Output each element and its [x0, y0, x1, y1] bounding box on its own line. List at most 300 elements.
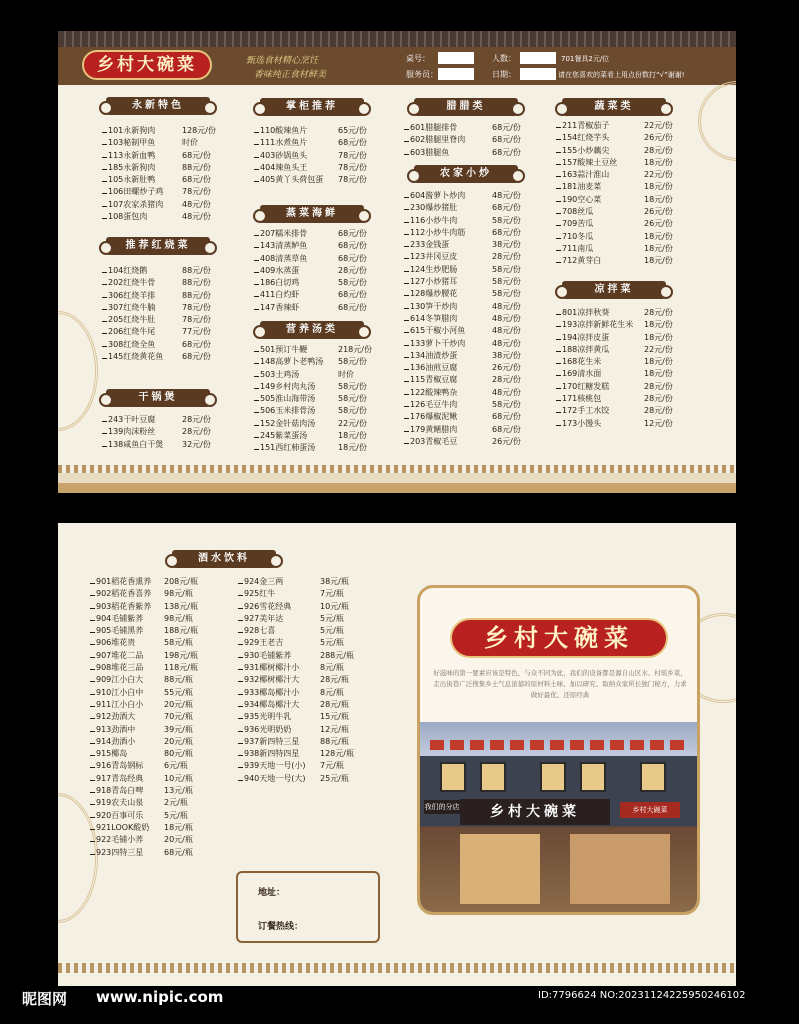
menu-item-name: 919农夫山泉 — [96, 798, 144, 808]
menu-item[interactable] — [90, 588, 193, 600]
order-checkbox[interactable] — [238, 775, 243, 781]
order-checkbox[interactable] — [90, 578, 95, 584]
order-checkbox[interactable] — [90, 849, 95, 855]
menu-item-name: 709苦瓜 — [562, 219, 594, 229]
watermark-url: www.nipic.com — [96, 988, 224, 1006]
order-checkbox[interactable] — [102, 152, 107, 158]
menu-item[interactable] — [404, 288, 521, 300]
menu-item-name: 935光明牛乳 — [244, 712, 292, 722]
menu-item[interactable] — [404, 190, 521, 202]
order-checkbox[interactable] — [404, 136, 409, 142]
menu-item-name: 188凉拌黄瓜 — [562, 344, 610, 354]
order-checkbox[interactable] — [556, 122, 561, 128]
order-checkbox[interactable] — [90, 652, 95, 658]
order-checkbox[interactable] — [254, 444, 259, 450]
menu-item[interactable] — [102, 199, 211, 211]
order-checkbox[interactable] — [556, 183, 561, 189]
menu-item[interactable] — [404, 215, 521, 227]
order-checkbox[interactable] — [556, 208, 561, 214]
order-checkbox[interactable] — [102, 127, 107, 133]
order-checkbox[interactable] — [404, 290, 409, 296]
order-checkbox[interactable] — [102, 304, 107, 310]
menu-item[interactable] — [556, 181, 673, 193]
menu-item-name: 922毛铺小荞 — [96, 835, 144, 845]
order-checkbox[interactable] — [254, 242, 259, 248]
order-checkbox[interactable] — [238, 676, 243, 682]
menu-item[interactable] — [404, 264, 521, 276]
menu-item-price: 28元/份 — [182, 415, 211, 424]
order-checkbox[interactable] — [404, 376, 409, 382]
menu-item[interactable] — [102, 414, 211, 426]
menu-item-name: 918青岛白啤 — [96, 786, 144, 796]
order-checkbox[interactable] — [90, 762, 95, 768]
order-checkbox[interactable] — [102, 213, 107, 219]
order-checkbox[interactable] — [102, 201, 107, 207]
menu-item[interactable] — [556, 319, 673, 331]
order-checkbox[interactable] — [102, 353, 107, 359]
menu-item[interactable] — [102, 186, 211, 198]
menu-item-name: 934椰岛椰汁大 — [244, 699, 300, 709]
menu-item-name: 932椰树椰汁大 — [244, 675, 300, 685]
order-checkbox[interactable] — [404, 241, 409, 247]
order-checkbox[interactable] — [254, 371, 259, 377]
order-checkbox[interactable] — [238, 652, 243, 658]
menu-item-name: 931椰树椰汁小 — [244, 663, 300, 673]
order-checkbox[interactable] — [90, 664, 95, 670]
menu-item[interactable] — [102, 326, 211, 338]
order-checkbox[interactable] — [404, 315, 409, 321]
menu-item[interactable] — [238, 674, 349, 686]
menu-item[interactable] — [90, 576, 198, 588]
menu-item[interactable] — [254, 150, 367, 162]
order-checkbox[interactable] — [102, 279, 107, 285]
order-checkbox[interactable] — [90, 738, 95, 744]
menu-item[interactable] — [238, 736, 349, 748]
menu-item[interactable] — [90, 847, 193, 859]
order-checkbox[interactable] — [90, 812, 95, 818]
order-checkbox[interactable] — [254, 279, 259, 285]
menu-item[interactable] — [404, 122, 521, 134]
order-checkbox[interactable] — [102, 164, 107, 170]
order-checkbox[interactable] — [102, 341, 107, 347]
order-checkbox[interactable] — [254, 152, 259, 158]
menu-item[interactable] — [102, 290, 211, 302]
menu-item[interactable] — [102, 125, 216, 137]
menu-item[interactable] — [556, 344, 673, 356]
menu-item-price: 6元/瓶 — [164, 761, 188, 771]
menu-item[interactable] — [556, 368, 673, 380]
order-checkbox[interactable] — [254, 432, 259, 438]
order-checkbox[interactable] — [556, 407, 561, 413]
order-checkbox[interactable] — [90, 750, 95, 756]
order-checkbox[interactable] — [556, 321, 561, 327]
order-checkbox[interactable] — [254, 127, 259, 133]
order-checkbox[interactable] — [90, 775, 95, 781]
menu-item[interactable] — [254, 125, 367, 137]
menu-item[interactable] — [90, 797, 188, 809]
order-checkbox[interactable] — [556, 370, 561, 376]
order-checkbox[interactable] — [404, 303, 409, 309]
order-checkbox[interactable] — [404, 229, 409, 235]
order-checkbox[interactable] — [556, 159, 561, 165]
menu-item[interactable] — [254, 344, 372, 356]
order-checkbox[interactable] — [404, 438, 409, 444]
menu-item[interactable] — [254, 289, 367, 301]
menu-item[interactable] — [254, 381, 367, 393]
menu-item[interactable] — [90, 785, 193, 797]
order-checkbox[interactable] — [90, 676, 95, 682]
order-checkbox[interactable] — [90, 836, 95, 842]
menu-item[interactable] — [90, 613, 193, 625]
menu-item[interactable] — [254, 174, 367, 186]
menu-item[interactable] — [556, 332, 673, 344]
order-checkbox[interactable] — [556, 395, 561, 401]
window — [640, 762, 666, 792]
order-checkbox[interactable] — [102, 416, 107, 422]
order-checkbox[interactable] — [404, 413, 409, 419]
menu-item-price: 68元/份 — [338, 253, 367, 263]
menu-item[interactable] — [404, 147, 521, 159]
menu-item[interactable] — [90, 834, 193, 846]
menu-item[interactable] — [238, 576, 349, 588]
order-checkbox[interactable] — [90, 799, 95, 805]
menu-item[interactable] — [254, 265, 367, 277]
menu-item[interactable] — [254, 442, 367, 454]
table-field[interactable] — [438, 52, 474, 64]
waiter-field[interactable] — [438, 68, 474, 80]
order-checkbox[interactable] — [556, 233, 561, 239]
order-checkbox[interactable] — [254, 267, 259, 273]
menu-item-price: 198元/瓶 — [164, 650, 198, 660]
order-checkbox[interactable] — [238, 762, 243, 768]
order-checkbox[interactable] — [238, 615, 243, 621]
menu-item[interactable] — [556, 231, 673, 243]
menu-item[interactable] — [404, 362, 521, 374]
menu-item[interactable] — [556, 194, 673, 206]
menu-item[interactable] — [90, 687, 193, 699]
order-checkbox[interactable] — [102, 316, 107, 322]
menu-item-name: 194凉拌皮蛋 — [562, 332, 610, 342]
menu-item[interactable] — [238, 760, 344, 772]
order-checkbox[interactable] — [556, 196, 561, 202]
order-checkbox[interactable] — [404, 149, 409, 155]
menu-item[interactable] — [404, 313, 521, 325]
menu-item[interactable] — [90, 699, 193, 711]
menu-item-price: 39元/瓶 — [164, 724, 193, 734]
menu-item[interactable] — [238, 588, 344, 600]
menu-item[interactable] — [238, 613, 344, 625]
menu-item[interactable] — [556, 393, 673, 405]
order-checkbox[interactable] — [238, 578, 243, 584]
menu-item[interactable] — [90, 748, 193, 760]
order-checkbox[interactable] — [404, 217, 409, 223]
menu-item[interactable] — [238, 601, 349, 613]
menu-item-name: 133萝卜干炒肉 — [410, 338, 466, 348]
menu-item-price: 68元/份 — [338, 302, 367, 312]
date-field[interactable] — [520, 68, 556, 80]
section-title-larou: 腊腊类 — [414, 98, 518, 116]
menu-item[interactable] — [404, 387, 521, 399]
order-checkbox[interactable] — [556, 171, 561, 177]
menu-item[interactable] — [556, 307, 673, 319]
menu-item[interactable] — [90, 637, 193, 649]
menu-item-name: 152金针菇肉汤 — [260, 418, 316, 428]
menu-item[interactable] — [556, 169, 673, 181]
menu-item[interactable] — [404, 338, 521, 350]
menu-item[interactable] — [404, 399, 521, 411]
order-checkbox[interactable] — [556, 420, 561, 426]
menu-item-price: 68元/份 — [492, 424, 521, 434]
menu-item-price: 48元/份 — [492, 313, 521, 323]
menu-item-price: 26元/份 — [492, 436, 521, 446]
menu-item-price: 58元/份 — [492, 264, 521, 274]
order-checkbox[interactable] — [556, 134, 561, 140]
menu-item[interactable] — [102, 174, 211, 186]
order-checkbox[interactable] — [90, 787, 95, 793]
order-checkbox[interactable] — [254, 383, 259, 389]
section-title-tang: 营养汤类 — [260, 321, 364, 339]
menu-item-name: 157酸辣土豆丝 — [562, 157, 618, 167]
menu-item-name: 503土鸡汤 — [260, 369, 300, 379]
menu-item-name: 138咸鱼白干煲 — [108, 439, 164, 449]
menu-item[interactable] — [102, 439, 211, 451]
order-checkbox[interactable] — [102, 188, 107, 194]
menu-item[interactable] — [556, 132, 673, 144]
menu-item-price: 28元/瓶 — [320, 699, 349, 709]
menu-item[interactable] — [102, 314, 211, 326]
order-checkbox[interactable] — [556, 334, 561, 340]
order-checkbox[interactable] — [238, 639, 243, 645]
menu-item[interactable] — [238, 637, 344, 649]
order-checkbox[interactable] — [254, 304, 259, 310]
menu-item-price: 78元/份 — [182, 187, 211, 197]
order-checkbox[interactable] — [556, 147, 561, 153]
menu-item[interactable] — [102, 339, 211, 351]
menu-item[interactable] — [90, 674, 193, 686]
order-checkbox[interactable] — [90, 627, 95, 633]
menu-item[interactable] — [102, 265, 211, 277]
menu-item[interactable] — [254, 356, 367, 368]
order-checkbox[interactable] — [404, 426, 409, 432]
people-field[interactable] — [520, 52, 556, 64]
menu-item[interactable] — [556, 381, 673, 393]
order-checkbox[interactable] — [254, 230, 259, 236]
menu-item[interactable] — [556, 157, 673, 169]
menu-item[interactable] — [238, 748, 354, 760]
menu-item[interactable] — [90, 650, 198, 662]
order-checkbox[interactable] — [102, 176, 107, 182]
order-checkbox[interactable] — [238, 603, 243, 609]
menu-sheet-back — [58, 523, 736, 986]
order-checkbox[interactable] — [556, 220, 561, 226]
menu-item[interactable] — [102, 150, 211, 162]
order-checkbox[interactable] — [238, 726, 243, 732]
order-checkbox[interactable] — [404, 266, 409, 272]
order-checkbox[interactable] — [90, 639, 95, 645]
menu-item[interactable] — [238, 625, 344, 637]
order-checkbox[interactable] — [404, 340, 409, 346]
menu-item-name: 169清水面 — [562, 369, 602, 379]
order-checkbox[interactable] — [102, 139, 107, 145]
order-checkbox[interactable] — [90, 726, 95, 732]
menu-item-name: 103秘制甲鱼 — [108, 138, 156, 148]
menu-item[interactable] — [404, 227, 521, 239]
menu-item[interactable] — [102, 137, 198, 149]
order-checkbox[interactable] — [254, 255, 259, 261]
order-checkbox[interactable] — [238, 689, 243, 695]
menu-item[interactable] — [556, 255, 673, 267]
order-checkbox[interactable] — [404, 364, 409, 370]
menu-item[interactable] — [90, 724, 193, 736]
menu-item[interactable] — [102, 302, 211, 314]
order-checkbox[interactable] — [254, 164, 259, 170]
menu-item-price: 18元/份 — [644, 194, 673, 204]
menu-item[interactable] — [238, 724, 349, 736]
menu-item[interactable] — [254, 405, 367, 417]
order-checkbox[interactable] — [90, 713, 95, 719]
menu-item-name: 130笋干炒肉 — [410, 301, 458, 311]
order-checkbox[interactable] — [254, 395, 259, 401]
order-checkbox[interactable] — [238, 590, 243, 596]
order-checkbox[interactable] — [556, 383, 561, 389]
menu-item[interactable] — [556, 206, 673, 218]
menu-item[interactable] — [556, 405, 673, 417]
menu-item[interactable] — [254, 253, 367, 265]
menu-item[interactable] — [254, 228, 367, 240]
menu-item-price: 38元/份 — [492, 350, 521, 360]
menu-item[interactable] — [404, 350, 521, 362]
order-checkbox[interactable] — [238, 738, 243, 744]
order-checkbox[interactable] — [404, 204, 409, 210]
menu-item[interactable] — [556, 356, 673, 368]
menu-item-name: 148高萝卜老鸭汤 — [260, 357, 324, 367]
menu-item[interactable] — [238, 687, 344, 699]
menu-item[interactable] — [254, 277, 367, 289]
menu-item[interactable] — [90, 662, 198, 674]
menu-item[interactable] — [404, 239, 521, 251]
order-checkbox[interactable] — [254, 139, 259, 145]
menu-item[interactable] — [404, 251, 521, 263]
menu-item-price: 68元/瓶 — [164, 847, 193, 857]
order-checkbox[interactable] — [254, 176, 259, 182]
menu-item[interactable] — [404, 276, 521, 288]
order-checkbox[interactable] — [254, 358, 259, 364]
order-checkbox[interactable] — [404, 401, 409, 407]
menu-item[interactable] — [90, 773, 193, 785]
menu-item[interactable] — [90, 822, 193, 834]
order-checkbox[interactable] — [102, 428, 107, 434]
menu-item[interactable] — [404, 301, 521, 313]
menu-item[interactable] — [254, 302, 367, 314]
menu-item[interactable] — [90, 601, 198, 613]
menu-item-price: 28元/瓶 — [320, 675, 349, 685]
menu-item[interactable] — [254, 369, 354, 381]
order-checkbox[interactable] — [238, 627, 243, 633]
menu-item[interactable] — [90, 760, 188, 772]
order-checkbox[interactable] — [404, 278, 409, 284]
order-checkbox[interactable] — [90, 603, 95, 609]
menu-item[interactable] — [556, 120, 673, 132]
menu-item[interactable] — [238, 773, 349, 785]
order-checkbox[interactable] — [90, 615, 95, 621]
order-checkbox[interactable] — [238, 664, 243, 670]
order-checkbox[interactable] — [238, 701, 243, 707]
menu-item[interactable] — [102, 211, 211, 223]
menu-item[interactable] — [102, 426, 211, 438]
menu-item[interactable] — [254, 418, 367, 430]
menu-item[interactable] — [90, 711, 193, 723]
order-checkbox[interactable] — [90, 824, 95, 830]
order-checkbox[interactable] — [556, 245, 561, 251]
order-checkbox[interactable] — [556, 309, 561, 315]
order-checkbox[interactable] — [254, 346, 259, 352]
order-checkbox[interactable] — [90, 701, 95, 707]
menu-item[interactable] — [404, 374, 521, 386]
menu-item[interactable] — [102, 351, 211, 363]
order-checkbox[interactable] — [254, 291, 259, 297]
order-checkbox[interactable] — [238, 750, 243, 756]
menu-item[interactable] — [102, 162, 211, 174]
menu-item[interactable] — [238, 711, 349, 723]
order-checkbox[interactable] — [404, 352, 409, 358]
menu-item[interactable] — [238, 699, 349, 711]
menu-item[interactable] — [404, 436, 521, 448]
order-checkbox[interactable] — [404, 327, 409, 333]
menu-item[interactable] — [254, 430, 367, 442]
menu-item[interactable] — [556, 145, 673, 157]
order-checkbox[interactable] — [404, 389, 409, 395]
menu-item[interactable] — [102, 277, 211, 289]
menu-item[interactable] — [90, 625, 198, 637]
menu-item[interactable] — [254, 393, 367, 405]
order-checkbox[interactable] — [102, 328, 107, 334]
menu-item[interactable] — [90, 810, 188, 822]
menu-item[interactable] — [556, 418, 673, 430]
menu-item[interactable] — [238, 650, 354, 662]
order-checkbox[interactable] — [556, 257, 561, 263]
menu-item[interactable] — [404, 202, 521, 214]
order-instruction: 请在您喜欢的菜肴上用点份数打“√”谢谢! — [558, 71, 685, 79]
menu-item[interactable] — [254, 162, 367, 174]
menu-item[interactable] — [90, 736, 193, 748]
order-checkbox[interactable] — [102, 267, 107, 273]
menu-item[interactable] — [254, 137, 367, 149]
menu-item[interactable] — [238, 662, 344, 674]
menu-item-name: 501预订牛鞭 — [260, 345, 308, 354]
order-checkbox[interactable] — [254, 420, 259, 426]
order-checkbox[interactable] — [404, 253, 409, 259]
order-checkbox[interactable] — [90, 689, 95, 695]
order-checkbox[interactable] — [102, 292, 107, 298]
menu-item[interactable] — [404, 134, 521, 146]
menu-item[interactable] — [556, 218, 673, 230]
menu-item-price: 58元/份 — [492, 400, 521, 410]
menu-item[interactable] — [404, 325, 521, 337]
menu-item[interactable] — [404, 411, 521, 423]
order-checkbox[interactable] — [90, 590, 95, 596]
order-checkbox[interactable] — [254, 407, 259, 413]
date-label: 日期： — [492, 70, 516, 79]
order-checkbox[interactable] — [102, 441, 107, 447]
order-checkbox[interactable] — [556, 358, 561, 364]
order-checkbox[interactable] — [404, 124, 409, 130]
menu-item[interactable] — [404, 424, 521, 436]
menu-item[interactable] — [254, 240, 367, 252]
order-checkbox[interactable] — [238, 713, 243, 719]
menu-item[interactable] — [556, 243, 673, 255]
order-checkbox[interactable] — [556, 346, 561, 352]
order-checkbox[interactable] — [404, 192, 409, 198]
